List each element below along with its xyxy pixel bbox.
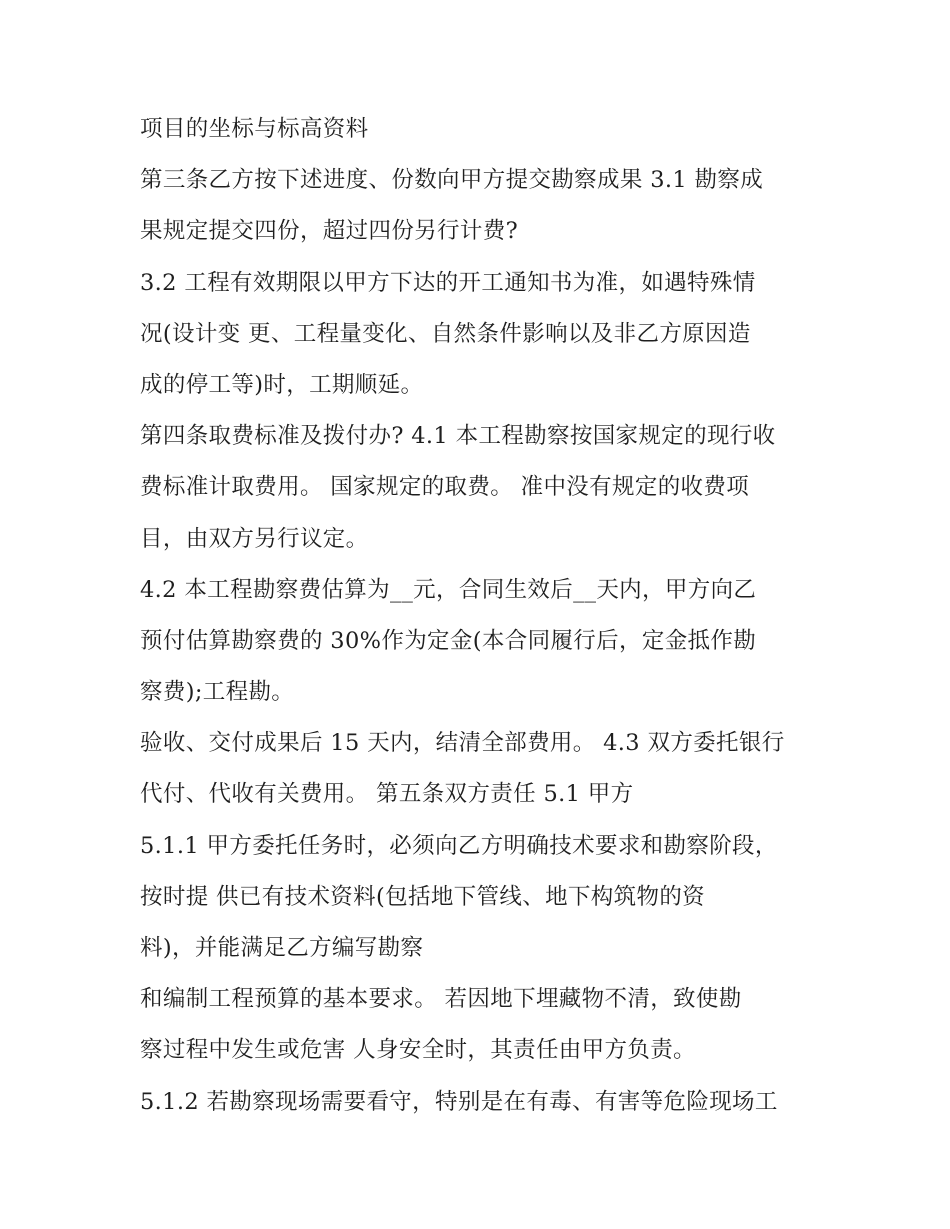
text-line: 目，由双方另行议定。: [140, 525, 369, 552]
text-line: 验收、交付成果后 15 天内，结清全部费用。 4.3 双方委托银行: [140, 730, 785, 757]
text-line: 成的停工等)时，工期顺延。: [140, 371, 424, 398]
text-line: 察费);工程勘。: [140, 679, 295, 706]
text-line: 费标准计取费用。 国家规定的取费。 准中没有规定的收费项: [140, 474, 750, 501]
text-line: 3.2 工程有效期限以甲方下达的开工通知书为准，如遇特殊情: [140, 269, 756, 296]
text-line: 5.1.1 甲方委托任务时，必须向乙方明确技术要求和勘察阶段，: [140, 832, 778, 859]
text-line: 按时提 供已有技术资料(包括地下管线、地下构筑物的资: [140, 883, 706, 910]
text-line: 况(设计变 更、工程量变化、自然条件影响以及非乙方原因造: [140, 320, 751, 347]
text-line: 预付估算勘察费的 30%作为定金(本合同履行后，定金抵作勘: [140, 627, 757, 654]
text-line: 第三条乙方按下述进度、份数向甲方提交勘察成果 3.1 勘察成: [140, 167, 764, 194]
text-line: 料)，并能满足乙方编写勘察: [140, 935, 424, 961]
text-line: 果规定提交四份，超过四份另行计费?: [140, 218, 519, 245]
text-line: 5.1.2 若勘察现场需要看守，特别是在有毒、有害等危险现场工: [140, 1088, 778, 1115]
text-line: 第四条取费标准及拨付办? 4.1 本工程勘察按国家规定的现行收: [140, 423, 776, 450]
text-line: 察过程中发生或危害 人身安全时，其责任由甲方负责。: [140, 1037, 696, 1064]
document-body: [140, 104, 820, 1128]
text-line: 代付、代收有关费用。 第五条双方责任 5.1 甲方: [140, 781, 634, 808]
text-line: 项目的坐标与标高资料: [140, 116, 369, 142]
text-line: 和编制工程预算的基本要求。 若因地下埋藏物不清，致使勘: [140, 986, 742, 1013]
text-line: 4.2 本工程勘察费估算为__元，合同生效后__天内，甲方向乙: [140, 576, 757, 603]
